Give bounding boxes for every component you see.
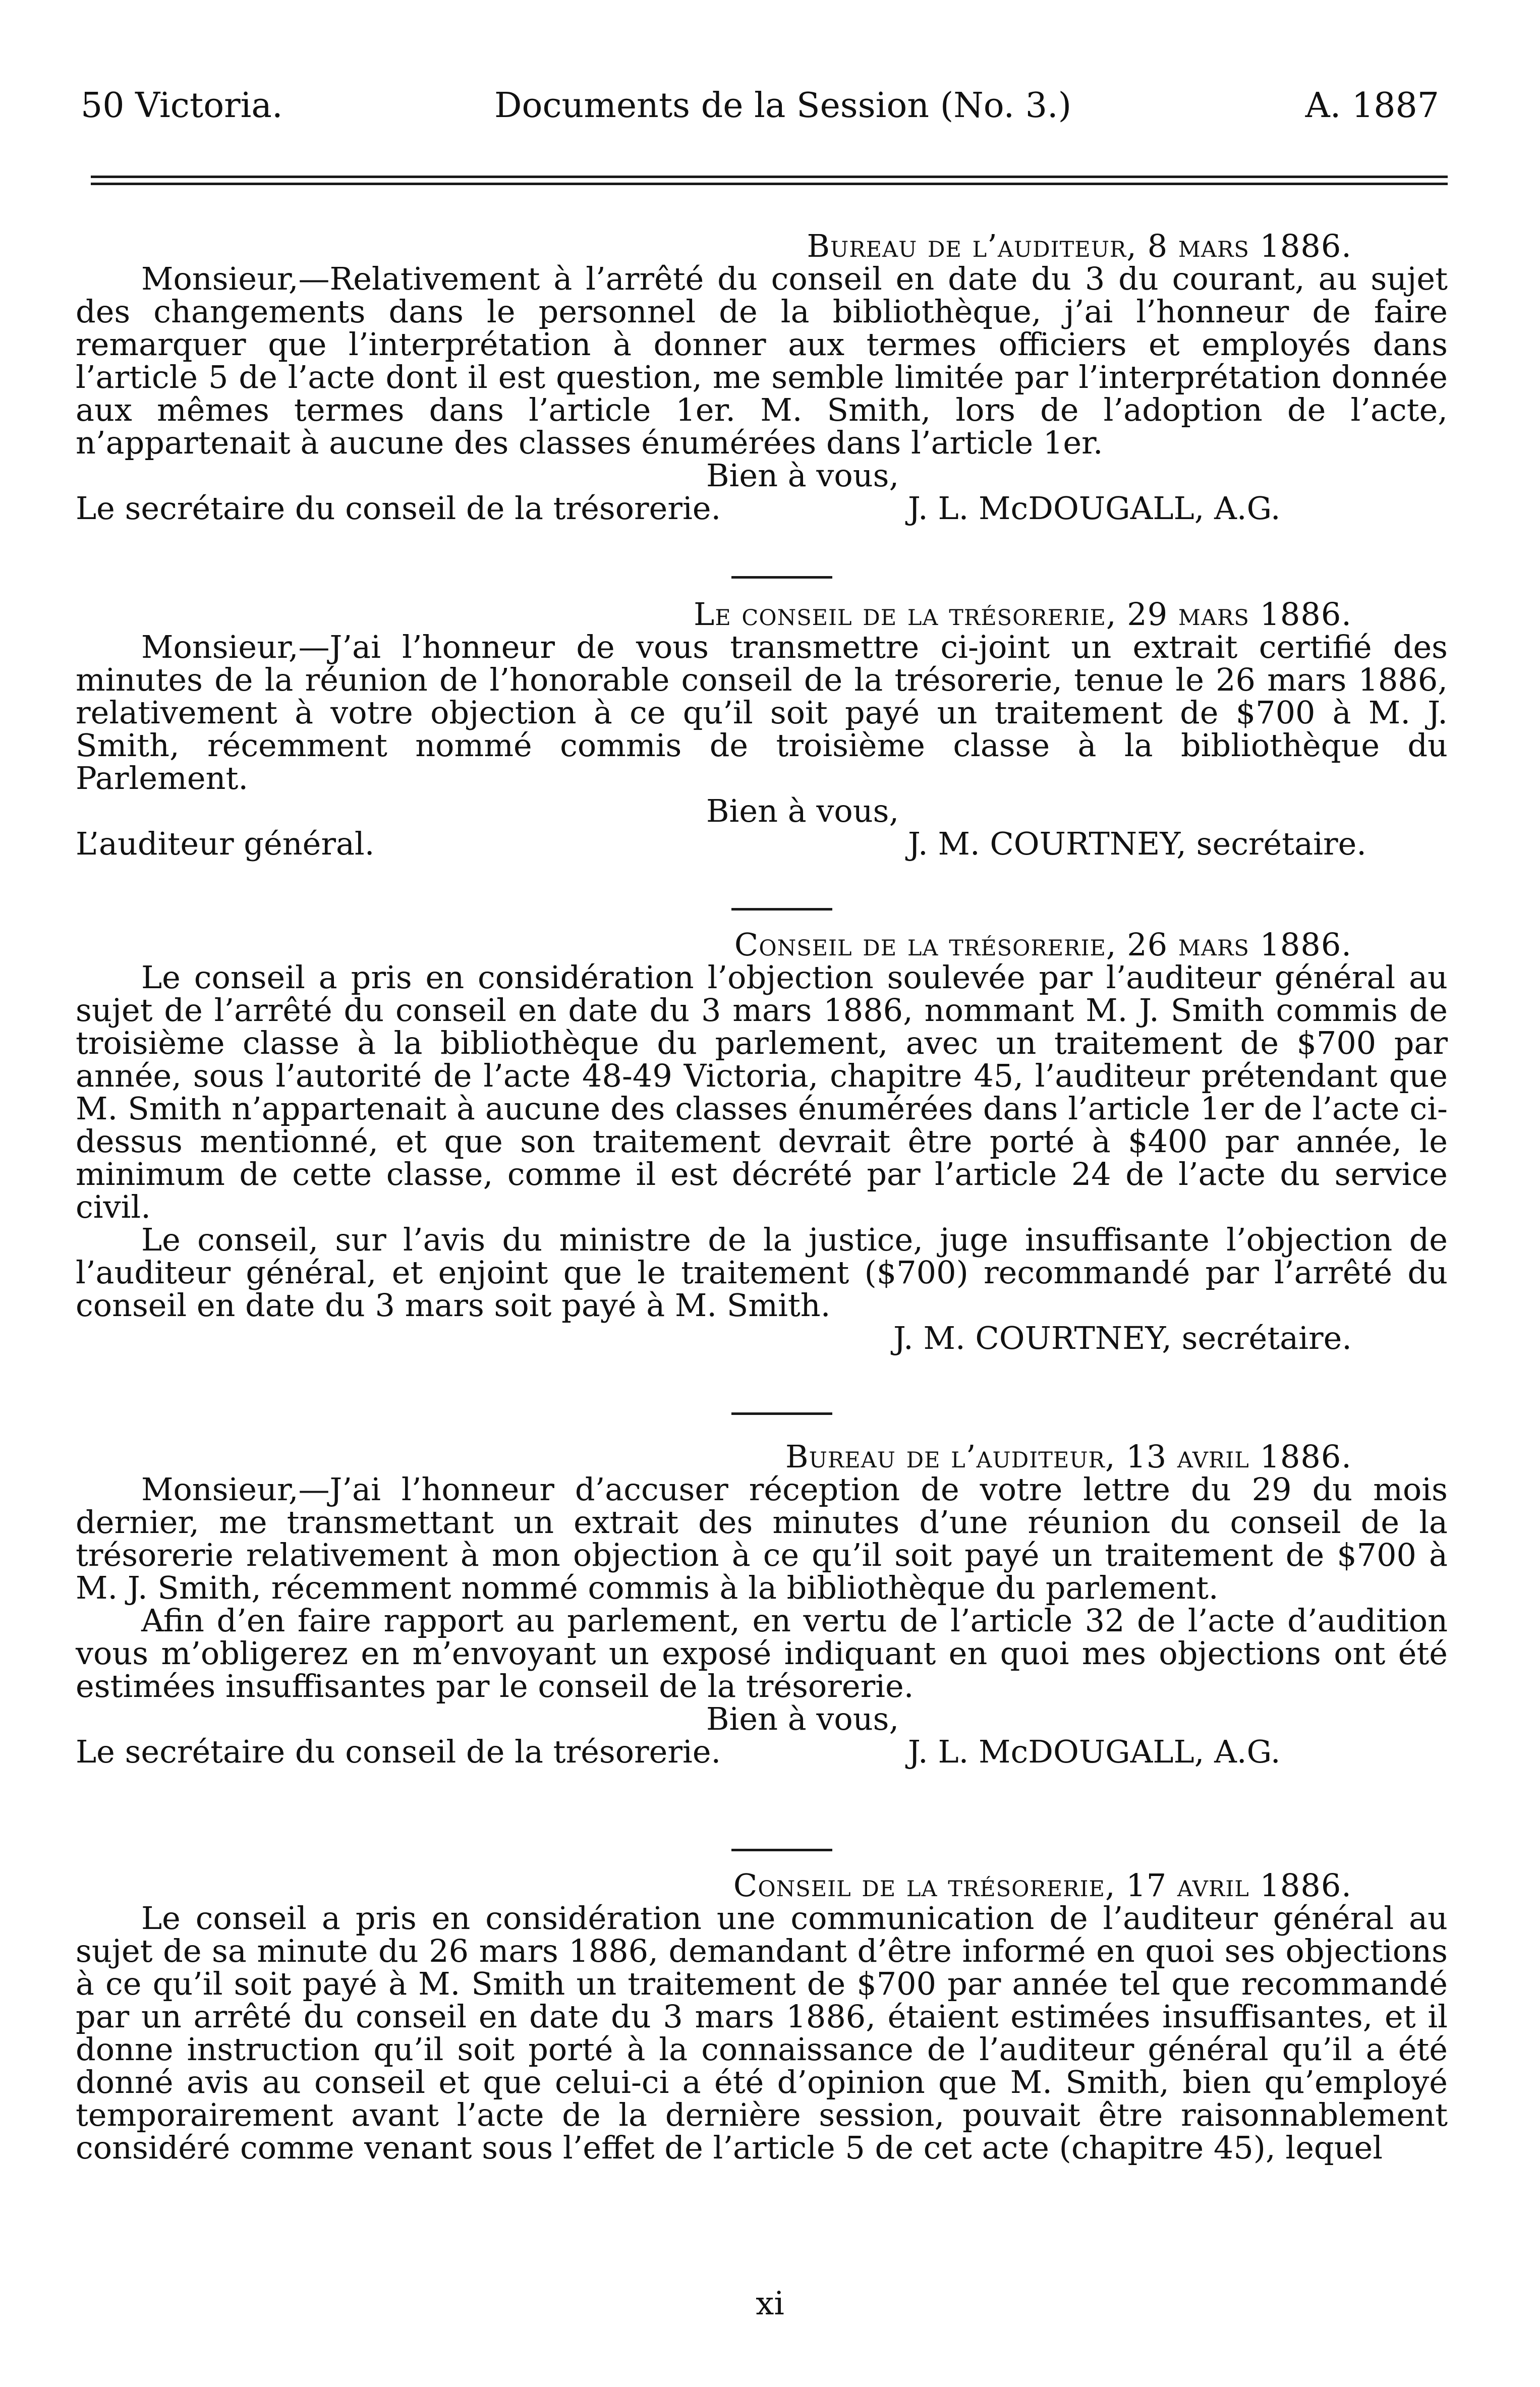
session-year: 50 Victoria. [81, 86, 283, 126]
closing: Bien à vous, [706, 792, 899, 829]
addressee: L’auditeur général. [76, 825, 375, 862]
paragraph: Monsieur,—J’ai l’honneur de vous transmettre ci-joint un extrait certifié des minutes de la réunion de l’honorable conseil de la trésorerie, tenue le 26 mars 1886, relativement à votre objection à ce qu’il soit payé un traitement de $700 à M. J. Smith, récemment nommé commis de troisième classe à la bibliothèque du Parlement. [76, 629, 1448, 797]
letter-5 [76, 1869, 1448, 2164]
letter-4 [76, 1440, 1448, 1776]
dateline: Le conseil de la trésorerie, 29 mars 1886. [694, 596, 1352, 633]
dateline: Bureau de l’auditeur, 13 avril 1886. [785, 1438, 1352, 1475]
header-rule-bottom [91, 183, 1448, 185]
signature: J. L. McDOUGALL, A.G. [908, 1733, 1281, 1770]
header-rule-top [91, 176, 1448, 178]
addressee: Le secrétaire du conseil de la trésorerie. [76, 490, 721, 527]
closing: Bien à vous, [706, 457, 899, 494]
closing: Bien à vous, [706, 1700, 899, 1737]
paragraph: Le conseil a pris en considération l’objection soulevée par l’auditeur général au sujet de l’arrêté du conseil en date du 3 mars 1886, nommant M. J. Smith commis de troisième classe à la bibliothèque du parlement, avec un traitement de $700 par année, sous l’autorité de l’acte 48-49 Victoria, chapitre 45, l’auditeur prétendant que M. Smith n’appartenait à aucune des classes énumérées dans l’article 1er de l’acte ci-dessus mentionné, et que son traitement devrait être porté à $400 par année, le minimum de cette classe, comme il est décrété par l’article 24 de l’acte du service civil. [76, 959, 1448, 1225]
dateline: Bureau de l’auditeur, 8 mars 1886. [807, 228, 1352, 264]
page-year: A. 1887 [1305, 86, 1439, 126]
signature: J. M. COURTNEY, secrétaire. [893, 1320, 1352, 1356]
separator [76, 1412, 1448, 1415]
signature-line [76, 827, 1448, 868]
signature: J. L. McDOUGALL, A.G. [908, 490, 1281, 527]
paragraph: Monsieur,—Relativement à l’arrêté du conseil en date du 3 du courant, au sujet des changements dans le personnel de la bibliothèque, j’ai l’honneur de faire remarquer que l’interprétation à donner aux termes officiers et employés dans l’article 5 de l’acte dont il est question, me semble limitée par l’interprétation donnée aux mêmes termes dans l’article 1er. M. Smith, lors de l’adoption de l’acte, n’appartenait à aucune des classes énumérées dans l’article 1er. [76, 260, 1448, 461]
signature: J. M. COURTNEY, secrétaire. [908, 825, 1366, 862]
running-head [81, 81, 1439, 131]
document-title: Documents de la Session (No. 3.) [494, 86, 1072, 126]
paragraph: Le conseil, sur l’avis du ministre de la justice, juge insuffisante l’objection de l’auditeur général, et enjoint que le traitement ($700) recommandé par l’arrêté du conseil en date du 3 mars soit payé à M. Smith. [76, 1221, 1448, 1324]
paragraph: Le conseil a pris en considération une communication de l’auditeur général au sujet de sa minute du 26 mars 1886, demandant d’être informé en quoi ses objections à ce qu’il soit payé à M. Smith un traitement de $700 par année tel que recommandé par un arrêté du conseil en date du 3 mars 1886, étaient estimées insuffisantes, et il donne instruction qu’il soit porté à la connaissance de l’auditeur général qu’il a été donné avis au conseil et que celui-ci a été d’opinion que M. Smith, bien qu’employé temporairement avant l’acte de la dernière session, pouvait être raisonnablement considéré comme venant sous l’effet de l’article 5 de cet acte (chapitre 45), lequel [76, 1900, 1448, 2166]
page-number: xi [756, 2285, 784, 2322]
separator [76, 908, 1448, 911]
separator [76, 1849, 1448, 1851]
paragraph: Monsieur,—J’ai l’honneur d’accuser réception de votre lettre du 29 du mois dernier, me transmettant un extrait des minutes d’une réunion du conseil de la trésorerie relativement à mon objection à ce qu’il soit payé un traitement de $700 à M. J. Smith, récemment nommé commis à la bibliothèque du parlement. [76, 1471, 1448, 1606]
separator [76, 576, 1448, 579]
signature-line [76, 1735, 1448, 1776]
paragraph: Afin d’en faire rapport au parlement, en vertu de l’article 32 de l’acte d’audition vous m’obligerez en m’envoyant un exposé indiquant en quoi mes objections ont été estimées insuffisantes par le conseil de la trésorerie. [76, 1602, 1448, 1704]
dateline: Conseil de la trésorerie, 17 avril 1886. [733, 1867, 1352, 1904]
letter-3 [76, 928, 1448, 1354]
dateline: Conseil de la trésorerie, 26 mars 1886. [734, 926, 1352, 963]
letter-2 [76, 598, 1448, 868]
addressee: Le secrétaire du conseil de la trésorerie. [76, 1733, 721, 1770]
signature-line [76, 492, 1448, 532]
letter-1 [76, 230, 1448, 532]
